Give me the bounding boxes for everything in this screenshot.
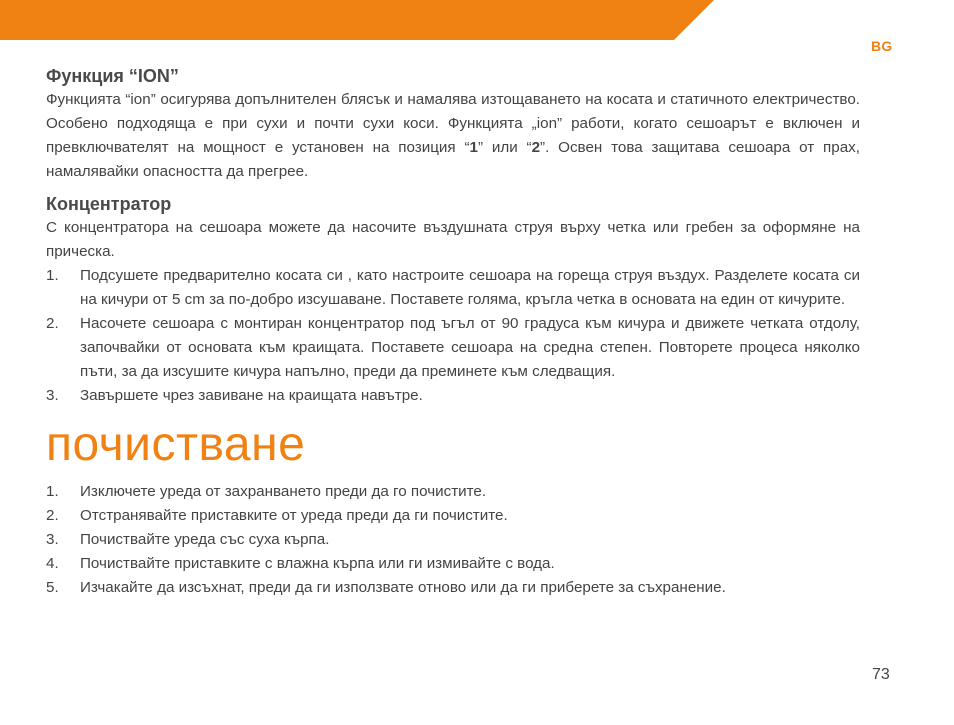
ion-text-4: 2 xyxy=(531,139,541,156)
concentrator-steps-list xyxy=(46,264,860,408)
concentrator-section-heading: Концентратор xyxy=(46,194,172,214)
list-item xyxy=(46,480,860,504)
ion-text-5: ”. Освен това защитава сешоара от прах, намалявайки опасността да прегрее. xyxy=(46,139,860,180)
list-number: 4. xyxy=(46,555,59,572)
list-item-text: Отстранявайте приставките от уреда преди да ги почистите. xyxy=(80,507,508,524)
ion-section-heading: Функция “ION” xyxy=(46,66,179,86)
concentrator-intro: С концентратора на сешоара можете да насочите въздушната струя върху четка или гребен за оформяне на прическа. xyxy=(46,219,860,260)
list-item-text: Почиствайте уреда със суха кърпа. xyxy=(80,531,330,548)
list-item xyxy=(46,528,860,552)
language-badge: BG xyxy=(871,38,893,54)
list-number: 2. xyxy=(46,315,59,332)
list-number: 5. xyxy=(46,579,59,596)
list-item xyxy=(46,384,860,408)
orange-header-banner xyxy=(0,0,954,40)
list-item-text: Подсушете предварително косата си , като настроите сешоара на гореща струя въздух. Разделете косата си на кичури от 5 cm за по-добро изсушаване. Поставете голяма, кръгла четка в основата на един от кичурите. xyxy=(80,267,860,308)
list-number: 3. xyxy=(46,531,59,548)
ion-text-2: 1 xyxy=(469,139,478,156)
list-number: 1. xyxy=(46,483,59,500)
ion-text-1: Функцията “ion” осигурява допълнителен блясък и намалява изтощаването на косата и статичното електричество. Особено подходяща е при сухи и почти сухи коси. Функцията „ion” работи, когато сешоарът е включен и превключвателят на мощност е установен на позиция “ xyxy=(46,91,860,156)
ion-section-paragraph xyxy=(46,88,860,184)
ion-text-3: ” или “ xyxy=(477,139,532,156)
list-number: 1. xyxy=(46,267,59,284)
cleaning-steps-list xyxy=(46,480,860,600)
page-content xyxy=(46,64,860,600)
list-item xyxy=(46,576,860,600)
list-item xyxy=(46,312,860,384)
list-number: 2. xyxy=(46,507,59,524)
list-item xyxy=(46,264,860,312)
cleaning-section-title: почистване xyxy=(46,418,306,471)
list-item-text: Изчакайте да изсъхнат, преди да ги използвате отново или да ги приберете за съхранение. xyxy=(80,579,726,596)
list-number: 3. xyxy=(46,387,59,404)
page-number: 73 xyxy=(872,666,890,683)
list-item-text: Почиствайте приставките с влажна кърпа или ги измивайте с вода. xyxy=(80,555,555,572)
list-item-text: Завършете чрез завиване на краищата навътре. xyxy=(80,387,423,404)
list-item-text: Насочете сешоара с монтиран концентратор под ъгъл от 90 градуса към кичура и движете четката отдолу, започвайки от основата към краищата. Поставете сешоара на средна степен. Повторете процеса няколко пъти, за да изсушите кичура напълно, преди да преминете към следващия. xyxy=(80,315,860,380)
list-item-text: Изключете уреда от захранването преди да го почистите. xyxy=(80,483,487,500)
list-item xyxy=(46,504,860,528)
list-item xyxy=(46,552,860,576)
